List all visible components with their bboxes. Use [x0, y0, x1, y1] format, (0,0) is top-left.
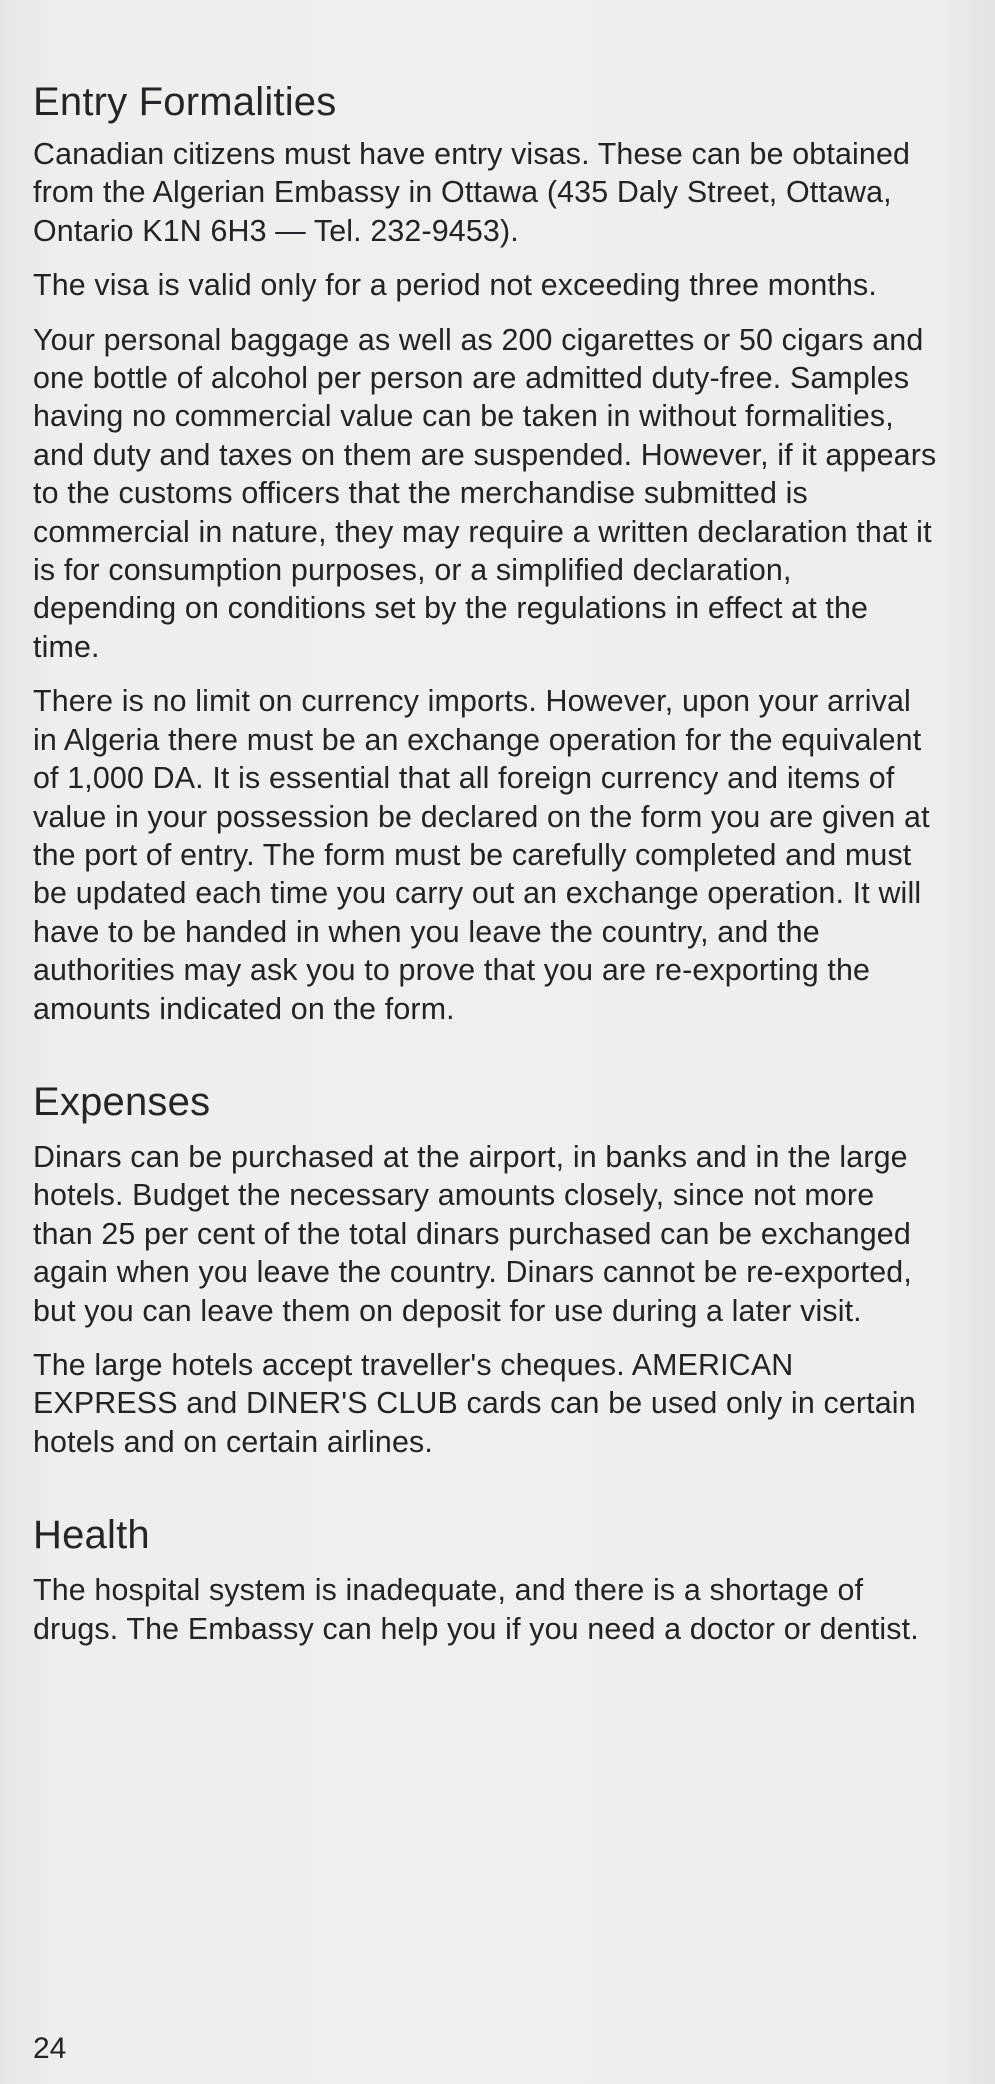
section-heading: Expenses [33, 1079, 211, 1124]
paragraph: There is no limit on currency imports. However, upon your arrival in Algeria there must be an exchange operation for the equivalent of 1,000 DA. It is essential that all foreign currency and items of value in your possession be declared on the form you are given at the port of entry. The form must be carefully completed and must be updated each time you carry out an exchange operation. It will have to be handed in when you leave the country, and the authorities may ask you to prove that you are re-exporting the amounts indicated on the form. [33, 684, 930, 1026]
paragraph: Your personal baggage as well as 200 cigarettes or 50 cigars and one bottle of alcohol per person are admitted duty-free. Samples having no commercial value can be taken in without formalities, and duty and taxes on them are suspended. However, if it appears to the customs officers that the merchandise submitted is commercial in nature, they may require a written declaration that it is for consumption purposes, or a simplified declaration, depending on conditions set by the regulations in effect at the time. [33, 322, 937, 664]
section-expenses [33, 1078, 938, 1461]
section-heading: Health [33, 1513, 150, 1558]
paragraph: The large hotels accept traveller's cheques. AMERICAN EXPRESS and DINER'S CLUB cards can be used only in certain hotels and on certain airlines. [33, 1347, 916, 1459]
paragraph: The hospital system is inadequate, and there is a shortage of drugs. The Embassy can help you if you need a doctor or dentist. [33, 1573, 919, 1646]
page-content [33, 78, 938, 1648]
paragraph: Dinars can be purchased at the airport, in banks and in the large hotels. Budget the necessary amounts closely, since not more than 25 per cent of the total dinars purchased can be exchanged again when you leave the country. Dinars cannot be re-exported, but you can leave them on deposit for use during a later visit. [33, 1139, 912, 1328]
section-health [33, 1511, 938, 1648]
paragraph: The visa is valid only for a period not exceeding three months. [33, 268, 877, 303]
page-number: 24 [33, 2032, 67, 2065]
section-heading: Entry Formalities [33, 80, 337, 124]
paragraph: Canadian citizens must have entry visas. These can be obtained from the Algerian Embassy in Ottawa (435 Daly Street, Ottawa, Ontario K1N 6H3 — Tel. 232-9453). [33, 137, 911, 248]
section-entry-formalities [33, 78, 938, 1028]
